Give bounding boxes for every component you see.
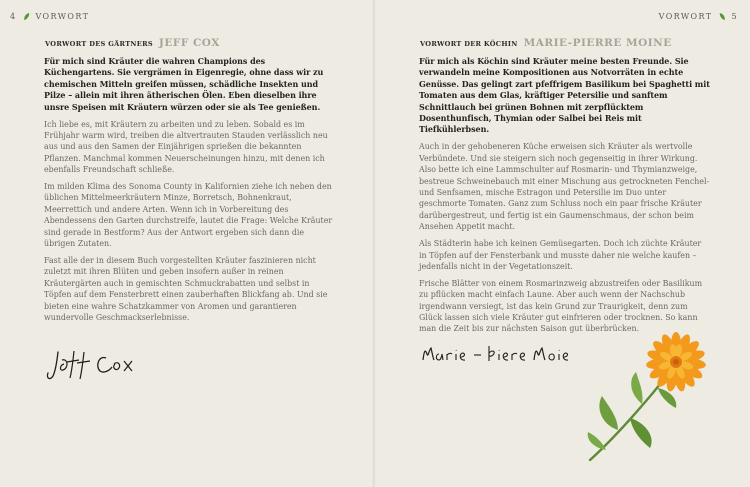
right-page-number: 5 — [731, 12, 738, 21]
right-running-head — [659, 12, 738, 21]
left-heading-label: VORWORT DES GÄRTNERS — [45, 40, 153, 48]
marie-pierre-moine-signature — [419, 340, 579, 368]
right-heading-author: MARIE-PIERRE MOINE — [523, 37, 672, 49]
right-body-text — [419, 56, 711, 340]
left-running-head — [10, 12, 89, 21]
left-paragraph: Für mich sind Kräuter die wahren Champions des Küchengartens. Sie vergrämen in Eigenregie, ohne dass wir zu chemischen Mitteln greifen müssen, schädliche Insekten und Pilze – allein mit ihren ätherischen Ölen. Eben dieselben ihre unsre Speisen mit Kräutern würzen oder sie als Tee genießen. — [44, 56, 324, 112]
leaf-icon — [23, 12, 30, 21]
left-page-number: 4 — [10, 12, 17, 21]
left-paragraph: Im milden Klima des Sonoma County in Kalifornien ziehe ich neben den üblichen Mittelmeerkräutern Minze, Borretsch, Bohnenkraut, Meerrettich und andere Arten. Wenn ich in Vorbereitung des Abendessens den Garten durchstreife, lautet die Frage: Welche Kräuter sind gerade in Bestform? Aus der Antwort ergeben sich dann die übrigen Zutaten. — [44, 182, 333, 249]
right-page — [375, 0, 750, 487]
right-paragraph: Als Städterin habe ich keinen Gemüsegarten. Doch ich züchte Kräuter in Töpfen auf der Fensterbank und musste daher nie welche kaufen – jedenfalls nicht in der Vegetationszeit. — [419, 239, 702, 271]
leaf-icon — [719, 12, 726, 21]
left-body-text — [44, 56, 336, 329]
marigold-flower-illustration — [570, 332, 720, 467]
left-heading-author: JEFF COX — [158, 37, 220, 49]
left-running-head-label: VORWORT — [35, 12, 90, 21]
left-heading — [45, 37, 220, 49]
left-paragraph: Fast alle der in diesem Buch vorgestellten Kräuter faszinieren nicht zuletzt mit ihren Blüten und geben insofern außer in reinen Kräutergärten auch in gemischten Schmuckrabatten und selbst in Töpfen auf dem Fensterbrett einen zauberhaften Blickfang ab. Und sie bieten eine wahre Schatzkammer von Aromen und garantieren wundervolle Geschmackserlebnisse. — [44, 256, 328, 323]
right-heading — [420, 37, 672, 49]
right-running-head-label: VORWORT — [658, 12, 713, 21]
right-paragraph: Für mich als Köchin sind Kräuter meine besten Freunde. Sie verwandeln meine Kompositionen aus Notvorräten in echte Genüsse. Das gelingt zart pfeffrigem Basilikum bei Spaghetti mit Tomaten aus dem Glas, kräftiger Petersilie und sanftem Schnittlauch bei grünen Bohnen mit zerpflücktem Dosenthunfisch, Thymian oder Salbei bei Reis mit Tiefkühlerbsen. — [419, 56, 710, 135]
right-heading-label: VORWORT DER KÖCHIN — [420, 40, 518, 48]
left-paragraph: Ich liebe es, mit Kräutern zu arbeiten und zu leben. Sobald es im Frühjahr warm wird, treiben die altvertrauten Stauden verlässlich neu aus und aus den Samen der Einjährigen sprießen die bekannten Pflanzen. Manchmal kommen Neuerscheinungen hinzu, mit denen ich ebenfalls Freundschaft schließe. — [44, 119, 328, 175]
jeff-cox-signature — [44, 348, 144, 384]
right-paragraph: Frische Blätter von einem Rosmarinzweig abzustreifen oder Basilikum zu pflücken macht einfach Laune. Aber auch wenn der Nachschub irgendwann versiegt, ist das kein Grund zur Traurigkeit, denn zum Glück lassen sich viele Kräuter gut einfrieren oder trocknen. So kann man die Zeit bis zur nächsten Saison gut überbrücken. — [419, 278, 703, 334]
right-paragraph: Auch in der gehobeneren Küche erweisen sich Kräuter als wertvolle Verbündete. Und sie steigern sich noch gegenseitig in ihrer Wirkung. Also bette ich eine Lammschulter auf Rosmarin- und Thymianzweige, bestreue Schweinebauch mit einer Mischung aus getrockneten Fenchel- und Senfsamen, mische Estragon und Petersilie im Duo unter geschmorte Tomaten. Ganz zum Schluss noch ein paar frische Kräuter darübergestreut, und fertig ist ein Gaumenschmaus, der schon beim Ansehen Appetit macht. — [419, 142, 710, 232]
